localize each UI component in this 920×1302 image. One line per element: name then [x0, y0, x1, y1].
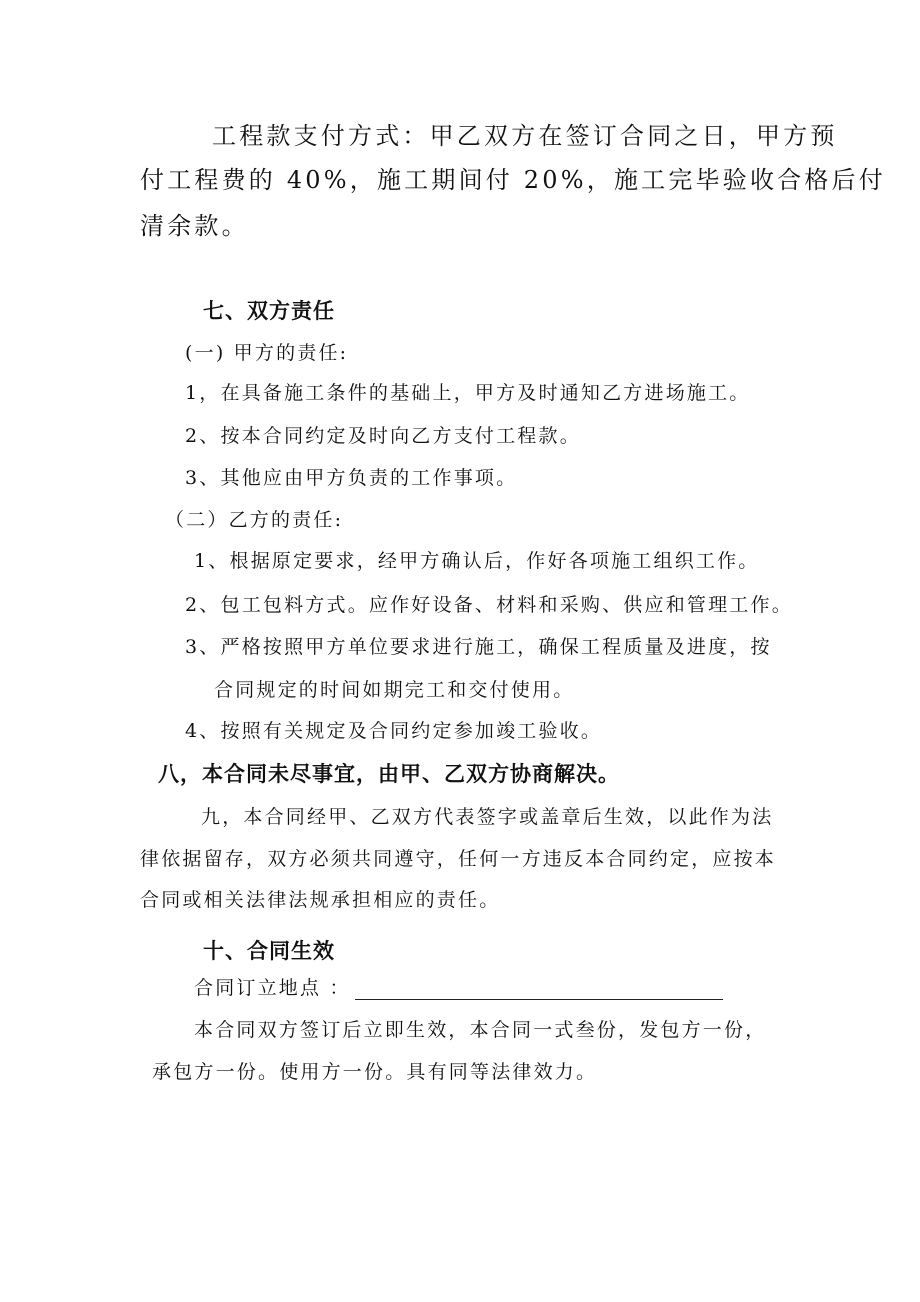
party-a-item-3: 3、其他应由甲方负责的工作事项。	[185, 467, 518, 489]
section-10-title: 十、合同生效	[203, 939, 335, 963]
party-b-item-3-continued: 合同规定的时间如期完工和交付使用。	[214, 679, 575, 701]
contract-place-blank[interactable]	[355, 979, 723, 1000]
section-9-line-2: 律依据留存，双方必须共同遵守，任何一方违反本合同约定，应按本	[140, 848, 777, 870]
party-a-item-1: 1，在具备施工条件的基础上，甲方及时通知乙方进场施工。	[185, 382, 751, 404]
contract-place-row	[194, 973, 723, 1000]
effect-line-1: 本合同双方签订后立即生效，本合同一式叁份，发包方一份，	[194, 1019, 767, 1041]
party-b-item-2: 2、包工包料方式。应作好设备、材料和采购、供应和管理工作。	[185, 594, 793, 616]
payment-line-1: 工程款支付方式：甲乙双方在签订合同之日，甲方预	[212, 122, 838, 150]
party-b-heading: （二）乙方的责任:	[165, 509, 344, 531]
party-b-item-1: 1、根据原定要求，经甲方确认后，作好各项施工组织工作。	[194, 550, 760, 572]
section-8-text: 八，本合同未尽事宜，由甲、乙双方协商解决。	[158, 762, 620, 786]
payment-line-2: 付工程费的 40%，施工期间付 20%，施工完毕验收合格后付	[140, 166, 886, 194]
effect-line-2: 承包方一份。使用方一份。具有同等法律效力。	[152, 1061, 598, 1083]
section-9-line-1: 九，本合同经甲、乙双方代表签字或盖章后生效，以此作为法	[201, 806, 774, 828]
party-b-item-3: 3、严格按照甲方单位要求进行施工，确保工程质量及进度，按	[185, 636, 772, 658]
section-7-title: 七、双方责任	[203, 299, 335, 323]
payment-line-3: 清余款。	[140, 212, 249, 240]
party-a-heading: (一) 甲方的责任:	[185, 342, 349, 364]
section-9-line-3: 合同或相关法律法规承担相应的责任。	[140, 889, 501, 911]
party-b-item-4: 4、按照有关规定及合同约定参加竣工验收。	[185, 720, 603, 742]
party-a-item-2: 2、按本合同约定及时向乙方支付工程款。	[185, 425, 581, 447]
contract-place-label: 合同订立地点 ：	[194, 977, 351, 999]
